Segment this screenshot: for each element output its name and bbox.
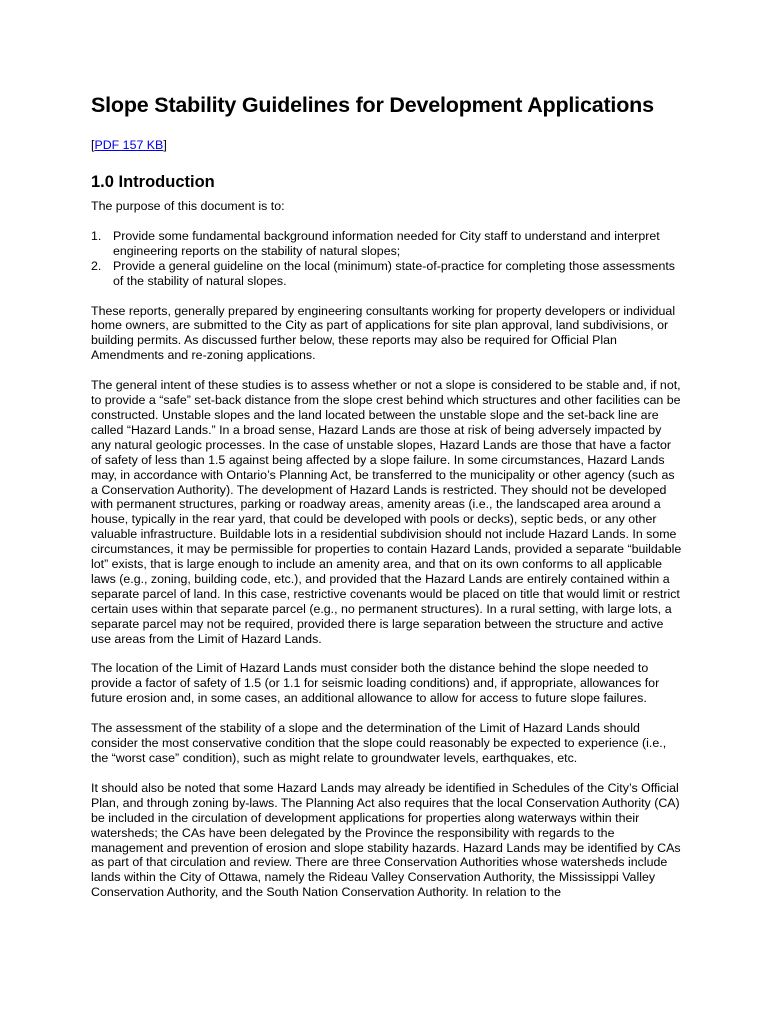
document-content (91, 92, 683, 900)
list-item (91, 229, 683, 259)
list-item (91, 259, 683, 289)
intro-text: The purpose of this document is to: (91, 199, 285, 213)
document-title: Slope Stability Guidelines for Development Applications (91, 93, 654, 117)
pdf-download-link[interactable]: PDF 157 KB (94, 138, 164, 152)
pdf-link-open-bracket: [ (91, 138, 95, 152)
purpose-list (91, 229, 683, 289)
pdf-download-line (91, 138, 683, 153)
paragraph-limit-location: The location of the Limit of Hazard Lands must consider both the distance behind the slope needed to provide a factor of safety of 1.5 (or 1.1 for seismic loading conditions) and, if appropriate, allowances for future erosion and, in some cases, an additional allowance to allow for access to future slope failures. (91, 661, 660, 706)
paragraph-reports: These reports, generally prepared by engineering consultants working for property developers or individual home owners, are submitted to the City as part of applications for site plan approval, land subdivisions, or building permits. As discussed further below, these reports may also be required for Official Plan Amendments and re-zoning applications. (91, 303, 676, 363)
list-item-text: Provide a general guideline on the local (minimum) state-of-practice for completing those assessments of the stability of natural slopes. (113, 258, 675, 288)
list-item-number: 1. (91, 228, 102, 243)
list-item-number: 2. (91, 258, 102, 273)
paragraph-hazard-lands-identified: It should also be noted that some Hazard Lands may already be identified in Schedules of the City’s Official Plan, and through zoning by-laws. The Planning Act also requires that the local Conservation Authority (CA) be included in the circulation of development applications for properties along waterways within their watersheds; the CAs have been delegated by the Province the responsibility with regards to the management and prevention of erosion and slope stability hazards. Hazard Lands may be identified by CAs as part of that circulation and review. There are three Conservation Authorities whose watersheds include lands within the City of Ottawa, namely the Rideau Valley Conservation Authority, the Mississippi Valley Conservation Authority, and the South Nation Conservation Authority. In relation to the (91, 780, 681, 900)
list-item-text: Provide some fundamental background information needed for City staff to understand and interpret engineering reports on the stability of natural slopes; (113, 228, 660, 258)
section-heading-introduction: 1.0 Introduction (91, 173, 215, 191)
paragraph-assessment: The assessment of the stability of a slope and the determination of the Limit of Hazard Lands should consider the most conservative condition that the slope could reasonably be expected to experience (i.e., the “worst case” condition), such as might relate to groundwater levels, earthquakes, etc. (91, 721, 667, 765)
paragraph-general-intent: The general intent of these studies is to assess whether or not a slope is considered to be stable and, if not, to provide a “safe” set-back distance from the slope crest behind which structures and other facilities can be constructed. Unstable slopes and the land located between the unstable slope and the set-back line are called “Hazard Lands.” In a broad sense, Hazard Lands are those at risk of being adversely impacted by any natural geologic processes. In the case of unstable slopes, Hazard Lands are those that have a factor of safety of less than 1.5 against being affected by a slope failure. In some circumstances, Hazard Lands may, in accordance with Ontario’s Planning Act, be transferred to the municipality or other agency (such as a Conservation Authority). The development of Hazard Lands is restricted. They should not be developed with permanent structures, parking or roadway areas, amenity areas (i.e., the landscaped area around a house, typically in the rear yard, that could be developed with pools or decks), septic beds, or any other valuable infrastructure. Buildable lots in a residential subdivision should not include Hazard Lands. In some circumstances, it may be permissible for properties to contain Hazard Lands, provided a separate “buildable lot” exists, that is large enough to include an amenity area, and that on its own conforms to all applicable laws (e.g., zoning, building code, etc.), and provided that the Hazard Lands are entirely contained within a separate parcel of land. In this case, restrictive covenants would be placed on title that would limit or restrict certain uses within that separate parcel (e.g., no permanent structures). In a rural setting, with large lots, a separate parcel may not be required, provided there is large separation between the structure and active use areas from the Limit of Hazard Lands. (91, 378, 682, 646)
pdf-link-close-bracket: ] (163, 138, 167, 152)
